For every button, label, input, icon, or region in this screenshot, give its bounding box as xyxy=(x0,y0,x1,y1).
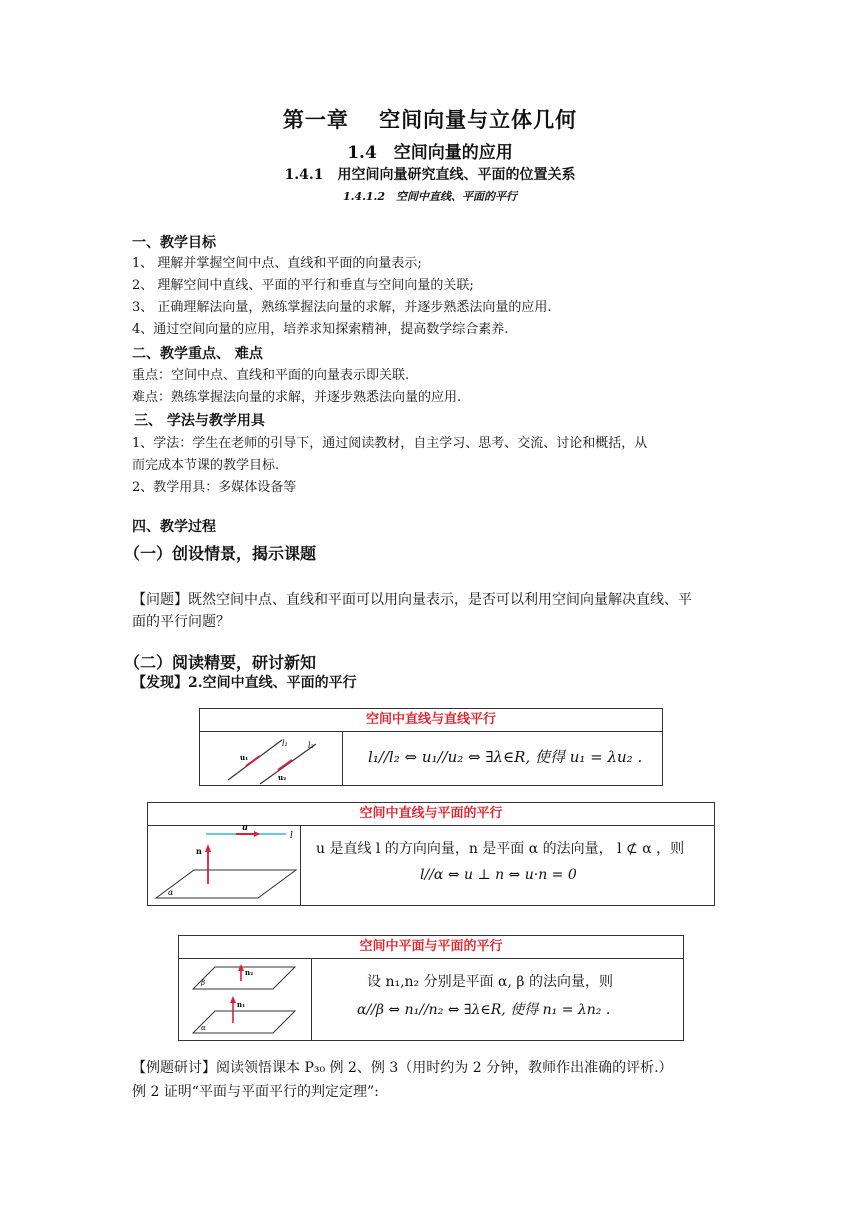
keypoint-1: 重点：空间中点、直线和平面的向量表示即关联. xyxy=(132,368,410,383)
label-n: n xyxy=(196,846,202,856)
table1-formula: l₁//l₂ ⇔ u₁//u₂ ⇔ ∃λ∈R, 使得 u₁ = λu₂ . xyxy=(368,748,643,766)
label-l2: l₂ xyxy=(308,741,314,750)
method-1-cont: 而完成本节课的教学目标. xyxy=(132,458,280,473)
label-n1: n₁ xyxy=(237,1000,246,1009)
plane-plane-figure xyxy=(185,961,309,1039)
label-l: l xyxy=(290,831,293,841)
goal-item-2: 2、 理解空间中直线、平面的平行和垂直与空间向量的关联; xyxy=(132,278,474,293)
goals-heading: 一、教学目标 xyxy=(132,235,216,251)
label-u2: u₂ xyxy=(278,773,287,782)
table2-line2: l//α ⇔ u ⊥ n ⇔ u·n = 0 xyxy=(420,867,577,883)
label-u1: u₁ xyxy=(240,753,249,762)
line-plane-figure xyxy=(154,822,298,902)
table-line-plane-parallel xyxy=(147,802,715,906)
method-2: 2、教学用具：多媒体设备等 xyxy=(132,480,297,495)
process-part2: （二）阅读精要，研讨新知 xyxy=(124,653,317,672)
parallel-lines-figure xyxy=(220,738,330,786)
section-title: 1.4 空间向量的应用 xyxy=(347,143,513,163)
subsubsection-title: 1.4.1.2 空间中直线、平面的平行 xyxy=(342,190,518,203)
example-intro: 【例题研讨】阅读领悟课本 P₃₀ 例 2、例 3（用时约为 2 分钟，教师作出准确的评析.） xyxy=(132,1060,673,1076)
table2-header: 空间中直线与平面的平行 xyxy=(148,803,714,826)
table-plane-plane-parallel xyxy=(178,935,684,1041)
process-heading: 四、教学过程 xyxy=(132,519,216,535)
table2-line1: u 是直线 l 的方向向量，n 是平面 α 的法向量， l ⊄ α ，则 xyxy=(316,841,685,857)
chapter-title: 第一章 空间向量与立体几何 xyxy=(282,107,578,132)
table-line-line-parallel xyxy=(199,708,663,786)
label-beta: β xyxy=(201,979,206,987)
question-line-1: 【问题】既然空间中点、直线和平面可以用向量表示，是否可以利用空间向量解决直线、平 xyxy=(132,592,692,608)
goal-item-4: 4、通过空间向量的应用，培养求知探索精神，提高数学综合素养. xyxy=(132,322,509,337)
method-1: 1、学法：学生在老师的引导下，通过阅读教材，自主学习、思考、交流、讨论和概括，从 xyxy=(132,436,648,451)
subsection-title: 1.4.1 用空间向量研究直线、平面的位置关系 xyxy=(284,167,576,183)
methods-heading: 三、 学法与教学用具 xyxy=(134,413,265,429)
table1-header: 空间中直线与直线平行 xyxy=(200,709,662,732)
goal-item-3: 3、 正确理解法向量，熟练掌握法向量的求解，并逐步熟悉法向量的应用. xyxy=(132,300,552,315)
question-line-2: 面的平行问题？ xyxy=(132,614,230,630)
label-alpha-2: α xyxy=(201,1024,206,1032)
goal-item-1: 1、 理解并掌握空间中点、直线和平面的向量表示; xyxy=(132,256,422,271)
table3-line1: 设 n₁,n₂ 分别是平面 α, β 的法向量，则 xyxy=(367,974,613,990)
label-n2: n₂ xyxy=(245,968,254,977)
label-alpha: α xyxy=(168,888,174,897)
example-2: 例 2 证明“平面与平面平行的判定定理”: xyxy=(132,1084,379,1100)
table3-header: 空间中平面与平面的平行 xyxy=(179,936,683,959)
process-part1: （一）创设情景，揭示课题 xyxy=(124,544,317,563)
label-u: u xyxy=(242,822,248,832)
label-l1: l₁ xyxy=(282,739,288,748)
keypoints-heading: 二、教学重点、 难点 xyxy=(132,346,263,362)
table3-line2: α//β ⇔ n₁//n₂ ⇔ ∃λ∈R, 使得 n₁ = λn₂ . xyxy=(357,1002,611,1018)
keypoint-2: 难点：熟练掌握法向量的求解，并逐步熟悉法向量的应用. xyxy=(132,390,462,405)
discover-line: 【发现】2.空间中直线、平面的平行 xyxy=(132,675,357,691)
